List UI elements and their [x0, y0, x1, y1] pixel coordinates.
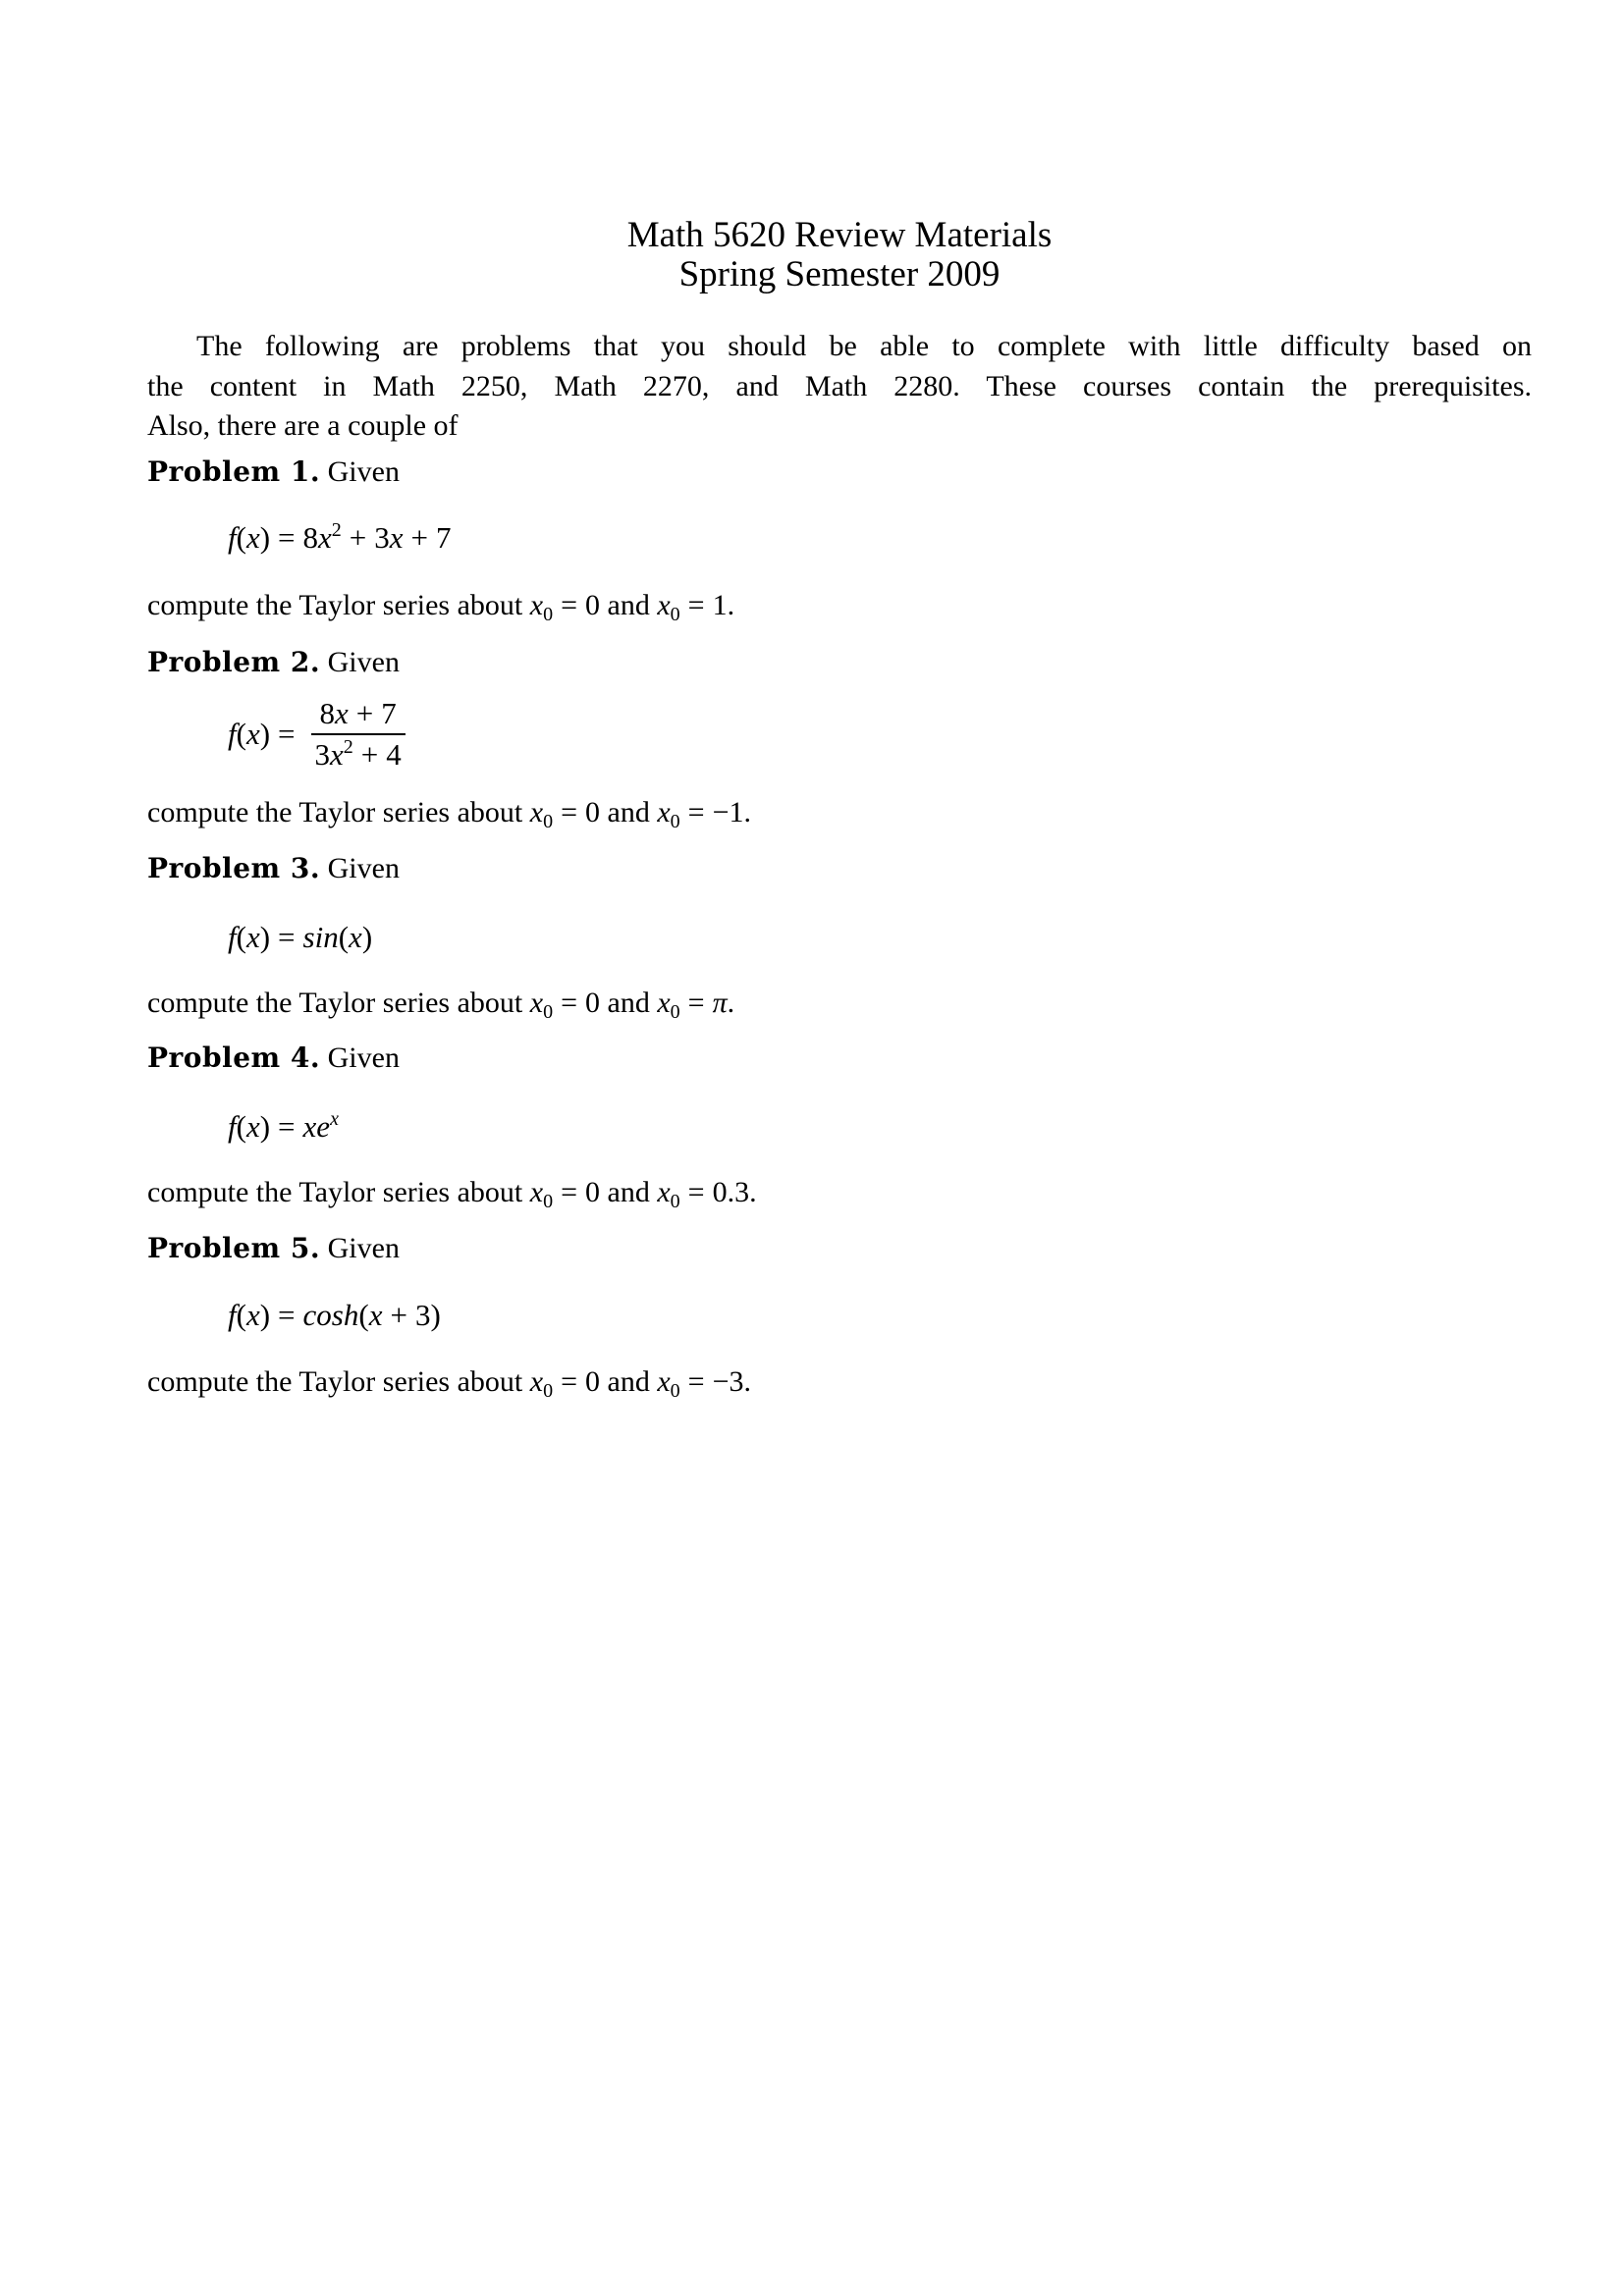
math-num: 7 [436, 520, 452, 555]
math-paren: ( [236, 1298, 246, 1332]
math-x: x [330, 737, 344, 772]
math-plus: + [355, 696, 374, 730]
math-exp: 2 [331, 519, 342, 541]
and-text: and [607, 589, 650, 621]
math-paren: ( [358, 1298, 369, 1332]
problem-2-equation [228, 694, 406, 774]
x0-value-b: −3 [712, 1365, 744, 1398]
math-f: f [228, 920, 237, 954]
math-x: x [657, 1176, 671, 1208]
math-sub: 0 [543, 1191, 554, 1212]
x0-value-b: 1 [712, 589, 728, 621]
problem-label: Problem 5. [147, 1232, 321, 1264]
math-plus: + [349, 520, 367, 555]
x0-value-a: 0 [585, 1365, 600, 1398]
intro-line-3: Also, there are a couple of [147, 409, 459, 442]
x0-value-b: −1 [712, 796, 744, 828]
intro-paragraph [147, 327, 1532, 447]
math-exp: 2 [343, 736, 353, 758]
problem-3-equation [228, 920, 372, 955]
x0-value-a: 0 [585, 987, 600, 1019]
math-x: x [529, 1365, 544, 1398]
math-x: x [368, 1298, 383, 1332]
fraction-numerator [316, 694, 401, 733]
problem-5-equation [228, 1298, 441, 1333]
math-paren: ) [259, 920, 271, 954]
period: . [743, 1365, 751, 1398]
math-num: 3 [414, 1298, 431, 1332]
problem-1-instruction [147, 588, 734, 623]
problem-5-instruction [147, 1364, 751, 1400]
math-eq: = [278, 920, 296, 954]
document-subtitle: Spring Semester 2009 [678, 254, 1001, 294]
compute-text: compute the Taylor series about [147, 987, 523, 1019]
math-eq: = [561, 987, 577, 1019]
math-paren: ) [259, 520, 271, 555]
problem-1-heading [147, 454, 400, 490]
math-sub: 0 [543, 811, 554, 832]
math-x: x [245, 1298, 260, 1332]
compute-text: compute the Taylor series about [147, 589, 523, 621]
document-title: Math 5620 Review Materials [626, 215, 1053, 255]
intro-line-2: the content in Math 2250, Math 2270, and Math 2280. These courses contain the prerequisites. [147, 369, 1532, 402]
math-eq: = [561, 1176, 577, 1208]
problem-label: Problem 4. [147, 1041, 321, 1074]
math-eq: = [687, 796, 705, 828]
period: . [743, 796, 751, 828]
math-x: x [657, 796, 671, 828]
x0-value-b: 0.3 [712, 1176, 750, 1208]
math-f: f [228, 1109, 237, 1144]
math-x: x [349, 920, 362, 954]
math-x: x [245, 717, 260, 751]
math-paren: ) [361, 920, 373, 954]
math-num: 3 [374, 520, 390, 555]
x0-value-a: 0 [585, 796, 600, 828]
and-text: and [607, 796, 650, 828]
problem-label: Problem 3. [147, 852, 321, 884]
math-eq: = [561, 1365, 577, 1398]
problem-given: Given [327, 455, 400, 488]
math-sub: 0 [543, 1001, 554, 1023]
x0-value-b: π [712, 987, 728, 1019]
period: . [749, 1176, 757, 1208]
math-x: x [529, 987, 544, 1019]
x0-value-a: 0 [585, 1176, 600, 1208]
compute-text: compute the Taylor series about [147, 1365, 523, 1398]
math-x: x [657, 589, 671, 621]
math-x: x [657, 1365, 671, 1398]
x0-value-a: 0 [585, 589, 600, 621]
math-x: x [245, 920, 260, 954]
math-paren: ( [236, 520, 246, 555]
math-plus: + [410, 520, 429, 555]
problem-given: Given [327, 1041, 400, 1074]
math-fn: sin [302, 920, 339, 954]
math-x: x [389, 520, 404, 555]
math-sub: 0 [670, 811, 680, 832]
math-eq: = [278, 717, 296, 751]
math-eq: = [687, 589, 705, 621]
problem-given: Given [327, 1232, 400, 1264]
problem-label: Problem 2. [147, 646, 321, 678]
math-x: x [245, 1109, 260, 1144]
math-num: 7 [381, 696, 397, 730]
math-num: 8 [319, 696, 336, 730]
and-text: and [607, 1176, 650, 1208]
and-text: and [607, 987, 650, 1019]
math-x: x [657, 987, 671, 1019]
math-sub: 0 [670, 1380, 680, 1402]
math-exp: x [330, 1108, 339, 1130]
math-paren: ( [236, 1109, 246, 1144]
math-sub: 0 [670, 1191, 680, 1212]
math-eq: = [687, 1365, 705, 1398]
problem-given: Given [327, 646, 400, 678]
math-eq: = [278, 1109, 296, 1144]
math-paren: ) [259, 1109, 271, 1144]
math-num: 3 [314, 737, 331, 772]
problem-3-instruction [147, 986, 734, 1021]
period: . [727, 987, 735, 1019]
math-f: f [228, 717, 237, 751]
problem-1-equation [228, 520, 452, 556]
math-plus: + [360, 737, 379, 772]
and-text: and [607, 1365, 650, 1398]
math-x: x [529, 589, 544, 621]
period: . [727, 589, 735, 621]
math-eq: = [561, 796, 577, 828]
math-eq: = [561, 589, 577, 621]
math-paren: ( [338, 920, 350, 954]
math-paren: ) [430, 1298, 441, 1332]
math-x: x [529, 796, 544, 828]
problem-4-instruction [147, 1175, 757, 1210]
problem-2-instruction [147, 795, 751, 830]
math-fn: cosh [302, 1298, 359, 1332]
problem-given: Given [327, 852, 400, 884]
math-eq: = [278, 520, 296, 555]
math-paren: ) [259, 1298, 271, 1332]
problem-4-heading [147, 1041, 400, 1076]
problem-label: Problem 1. [147, 455, 321, 488]
problem-4-equation [228, 1109, 339, 1145]
math-e: e [316, 1109, 331, 1144]
fraction [311, 694, 406, 774]
math-f: f [228, 520, 237, 555]
fraction-denominator [311, 735, 406, 774]
problem-3-heading [147, 851, 400, 886]
math-sub: 0 [670, 1001, 680, 1023]
math-paren: ( [236, 717, 246, 751]
math-x: x [529, 1176, 544, 1208]
math-sub: 0 [543, 604, 554, 625]
compute-text: compute the Taylor series about [147, 796, 523, 828]
math-num: 8 [302, 520, 319, 555]
math-f: f [228, 1298, 237, 1332]
math-sub: 0 [670, 604, 680, 625]
math-paren: ) [259, 717, 271, 751]
math-eq: = [687, 987, 705, 1019]
math-x: x [245, 520, 260, 555]
math-eq: = [278, 1298, 296, 1332]
math-num: 4 [386, 737, 402, 772]
math-paren: ( [236, 920, 246, 954]
intro-line-1: The following are problems that you should be able to complete with little difficulty based on [196, 330, 1532, 362]
math-plus: + [390, 1298, 407, 1332]
math-sub: 0 [543, 1380, 554, 1402]
problem-5-heading [147, 1231, 400, 1266]
compute-text: compute the Taylor series about [147, 1176, 523, 1208]
problem-2-heading [147, 645, 400, 680]
math-x: x [302, 1109, 317, 1144]
math-x: x [335, 696, 349, 730]
math-x: x [318, 520, 332, 555]
math-eq: = [687, 1176, 705, 1208]
